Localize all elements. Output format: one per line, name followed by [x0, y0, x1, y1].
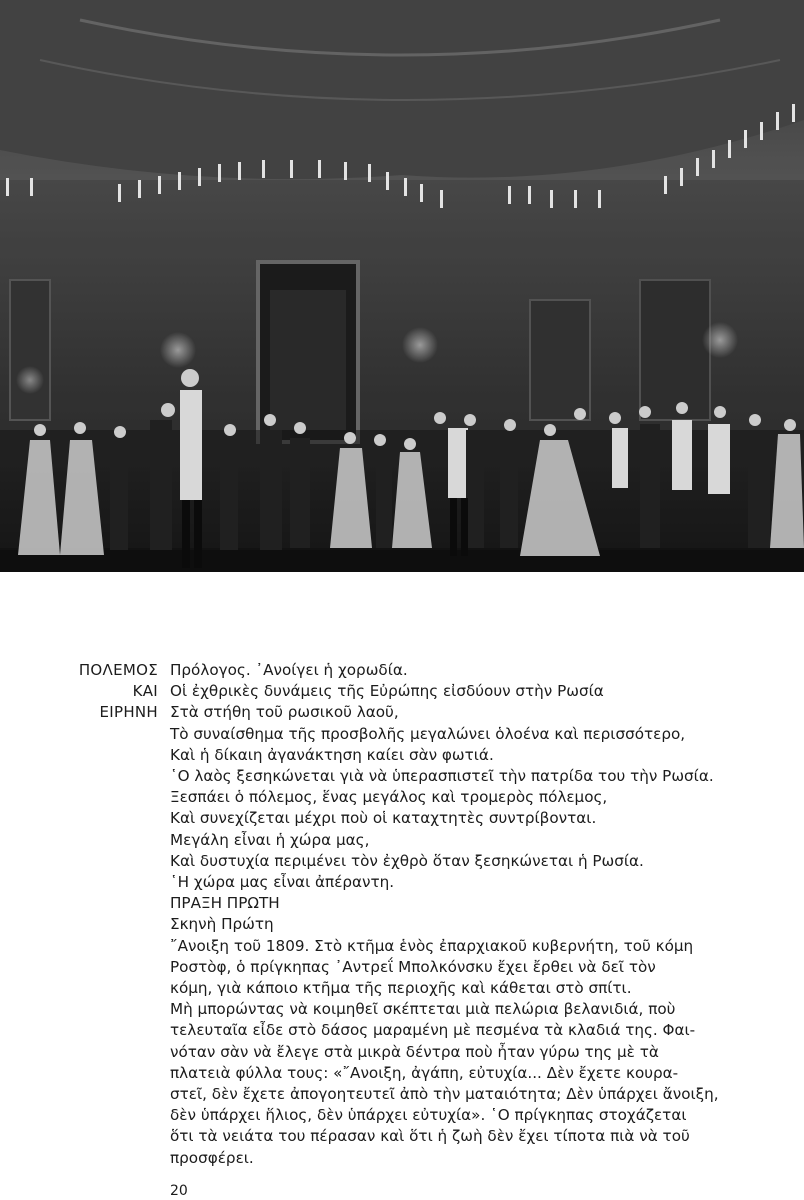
- side-title: [60, 660, 158, 723]
- stage-scene-photo-icon: [0, 0, 804, 572]
- prologue-line: Πρόλογος. ᾿Ανοίγει ἡ χορωδία.: [170, 661, 408, 679]
- prologue-line: Ξεσπάει ὁ πόλεμος, ἕνας μεγάλος καὶ τρομερὸς πόλεμος,: [170, 788, 608, 807]
- scene-paragraph-line: Μὴ μπορώντας νὰ κοιμηθεῖ σκέπτεται μιὰ πελώρια βελανιδιά, ποὺ: [170, 1000, 676, 1019]
- scene-paragraph-line: ὅτι τὰ νειάτα του πέρασαν καὶ ὅτι ἡ ζωὴ δὲν ἔχει τίποτα πιὰ νὰ τοῦ: [170, 1127, 690, 1146]
- prologue-line: Στὰ στήθη τοῦ ρωσικοῦ λαοῦ,: [170, 703, 399, 722]
- side-title-line: ΠΟΛΕΜΟΣ: [78, 661, 158, 679]
- stage-photo: [0, 0, 804, 572]
- scene-paragraph-line: προσφέρει.: [170, 1148, 254, 1167]
- prologue-line: Καὶ δυστυχία περιμένει τὸν ἐχθρὸ ὅταν ξεσηκώνεται ἡ Ρωσία.: [170, 851, 644, 870]
- libretto-text: [170, 660, 780, 1169]
- scene-paragraph-line: Ροστὸφ, ὁ πρίγκηπας ᾿Αντρεΐ Μπολκόνσκυ ἔχει ἔρθει νὰ δεῖ τὸν: [170, 957, 656, 976]
- scene-paragraph-line: νόταν σὰν νὰ ἔλεγε στὰ μικρὰ δέντρα ποὺ ἦταν γύρω της μὲ τὰ: [170, 1042, 659, 1061]
- scene-paragraph-line: στεῖ, δὲν ἔχετε ἀπογοητευτεῖ ἀπὸ τὴν ματαιότητα; Δὲν ὑπάρχει ἄνοιξη,: [170, 1085, 719, 1104]
- page-number: 20: [170, 1183, 188, 1199]
- prologue-line: Οἱ ἐχθρικὲς δυνάμεις τῆς Εὐρώπης εἰσδύουν στὴν Ρωσία: [170, 682, 604, 701]
- side-title-line: ΚΑΙ: [132, 682, 158, 700]
- act-title: ΠΡΑΞΗ ΠΡΩΤΗ: [170, 894, 280, 913]
- prologue-line: Καὶ ἡ δίκαιη ἀγανάκτηση καίει σὰν φωτιά.: [170, 745, 494, 764]
- scene-paragraph-line: κόμη, γιὰ κάποιο κτῆμα τῆς περιοχῆς καὶ κάθεται στὸ σπίτι.: [170, 979, 632, 998]
- scene-title: Σκηνὴ Πρώτη: [170, 915, 274, 934]
- prologue-line: Τὸ συναίσθημα τῆς προσβολῆς μεγαλώνει ὁλοένα καὶ περισσότερο,: [170, 724, 686, 743]
- prologue-line: Μεγάλη εἶναι ἡ χώρα μας,: [170, 830, 370, 849]
- prologue-line: Καὶ συνεχίζεται μέχρι ποὺ οἱ καταχτητὲς συντρίβονται.: [170, 809, 597, 828]
- scene-paragraph-line: τελευταῖα εἶδε στὸ δάσος μαραμένη μὲ πεσμένα τὰ κλαδιά της. Φαι-: [170, 1021, 696, 1040]
- scene-paragraph-line: πλατειὰ φύλλα τους: «῎Ανοιξη, ἀγάπη, εὐτυχία... Δὲν ἔχετε κουρα-: [170, 1063, 679, 1082]
- scene-paragraph-line: ῎Ανοιξη τοῦ 1809. Στὸ κτῆμα ἑνὸς ἐπαρχιακοῦ κυβερνήτη, τοῦ κόμη: [170, 936, 694, 955]
- side-title-line: ΕΙΡΗΝΗ: [99, 703, 158, 721]
- scene-paragraph-line: δὲν ὑπάρχει ἥλιος, δὲν ὑπάρχει εὐτυχία». ῾Ο πρίγκηπας στοχάζεται: [170, 1106, 687, 1125]
- prologue-line: ῾Ο λαὸς ξεσηκώνεται γιὰ νὰ ὑπερασπιστεῖ τὴν πατρίδα του τὴν Ρωσία.: [170, 767, 714, 786]
- prologue-line: ῾Η χώρα μας εἶναι ἀπέραντη.: [170, 873, 395, 892]
